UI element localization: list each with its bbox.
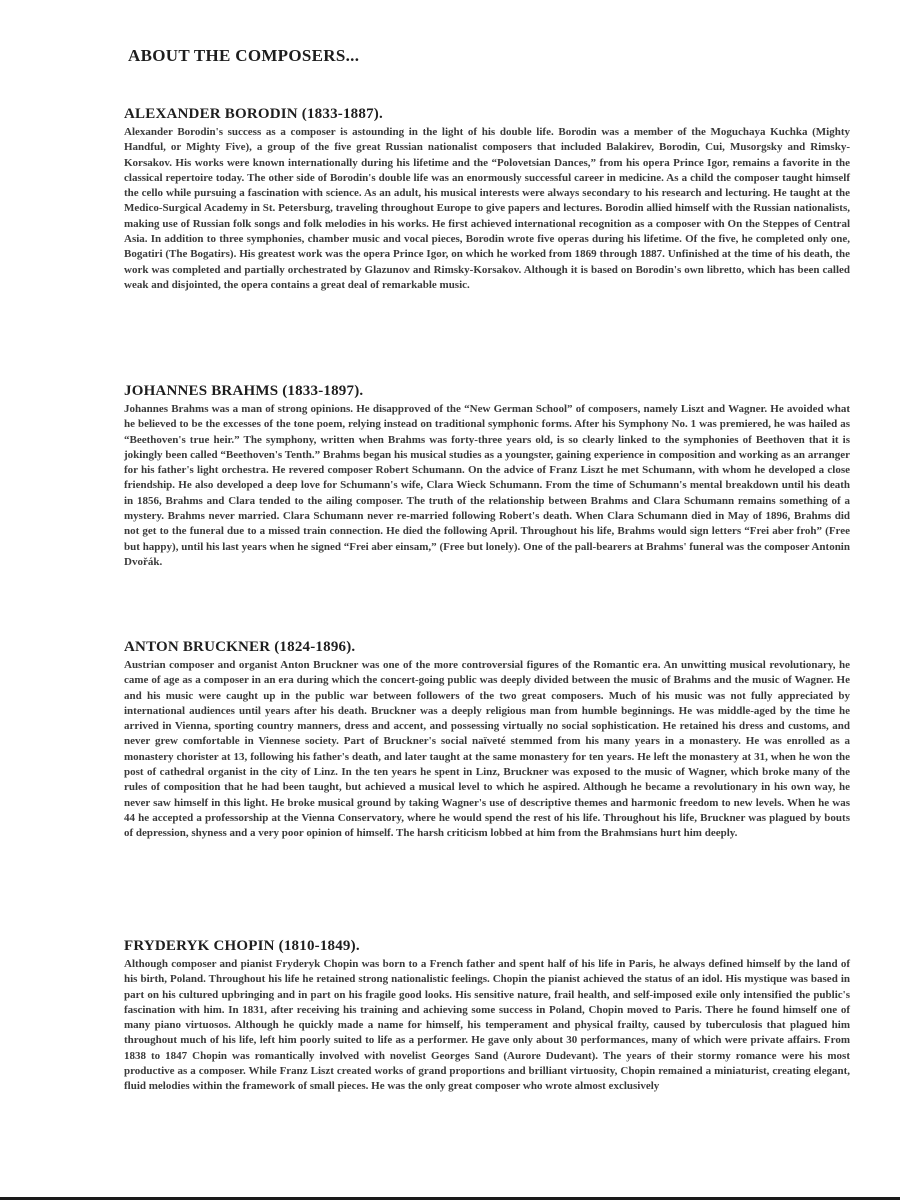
composer-section-chopin [124, 936, 850, 1095]
section-heading: ANTON BRUCKNER (1824-1896). [124, 639, 356, 655]
composer-section-borodin [124, 104, 850, 293]
section-body: Austrian composer and organist Anton Bruckner was one of the more controversial figures of the Romantic era. An unwitting musical revolutionary, he came of age as a composer in an era during which the concert-going public was deeply divided between the music of Brahms and the music of Wagner. He and his music were caught up in the public war between followers of the two great composers. Much of his music was not fully appreciated by international audiences until years after his death. Bruckner was a deeply religious man from humble beginnings. He was middle-aged by the time he arrived in Vienna, sporting country manners, dress and accent, and possessing virtually no social sophistication. He retained his dress and customs, and never grew comfortable in Viennese society. Part of Bruckner's social naïveté stemmed from his many years in a monastery. He was enrolled as a monastery chorister at 13, following his father's death, and later taught at the same monastery for ten years. He left the monastery at 31, when he won the post of cathedral organist in the city of Linz. In the ten years he spent in Linz, Bruckner was exposed to the music of Wagner, which broke many of the rules of composition that he had been taught, but achieved a musical level to which he aspired. Although he became a revolutionary in his own way, he never saw himself in this light. He broke musical ground by taking Wagner's use of descriptive themes and harmonic freedom to new levels. When he was 44 he accepted a professorship at the Vienna Conservatory, where he would spend the rest of his life. Throughout his life, Bruckner was plagued by bouts of depression, shyness and a very poor opinion of himself. The harsh criticism lobbed at him from the Brahmsians hurt him deeply. [124, 659, 850, 840]
composer-section-bruckner [124, 637, 850, 842]
section-heading: FRYDERYK CHOPIN (1810-1849). [124, 938, 360, 954]
composer-section-brahms [124, 381, 850, 570]
section-body: Although composer and pianist Fryderyk Chopin was born to a French father and spent half of his life in Paris, he always defined himself by the land of his birth, Poland. Throughout his life he retained strong nationalistic feelings. Chopin the pianist achieved the status of an idol. His mystique was based in part on his cultured upbringing and in part on his fragile good looks. His sensitive nature, frail health, and self-imposed exile only intensified the public's fascination with him. In 1831, after receiving his training and achieving some success in Poland, Chopin moved to Paris. There he found himself one of many piano virtuosos. Although he quickly made a name for himself, his temperament and physical frailty, caused by tuberculosis that plagued him throughout much of his life, left him poorly suited to life as a performer. He gave only about 30 performances, many of which were private affairs. From 1838 to 1847 Chopin was romantically involved with novelist Georges Sand (Aurore Dudevant). The years of their stormy romance were his most productive as a composer. While Franz Liszt created works of grand proportions and brilliant virtuosity, Chopin remained a miniaturist, creating elegant, fluid melodies within the framework of small pieces. He was the only great composer who wrote almost exclusively [124, 958, 850, 1093]
section-body: Johannes Brahms was a man of strong opinions. He disapproved of the “New German School” of composers, namely Liszt and Wagner. He avoided what he believed to be the excesses of the tone poem, relying instead on traditional symphonic forms. After his Symphony No. 1 was premiered, he was hailed as “Beethoven's true heir.” The symphony, written when Brahms was forty-three years old, is so clearly linked to the symphonies of Beethoven that it is jokingly been called “Beethoven's Tenth.” Brahms began his musical studies as a youngster, gaining experience in composition and working as an arranger for his father's light orchestra. He revered composer Robert Schumann. On the advice of Franz Liszt he met Schumann, with whom he developed a close friendship. He also developed a deep love for Schumann's wife, Clara Wieck Schumann. From the time of Schumann's mental breakdown until his death in 1856, Brahms and Clara tended to the ailing composer. The truth of the relationship between Brahms and Clara Schumann remains something of a mystery. Brahms never married. Clara Schumann never re-married following Robert's death. When Clara Schumann died in May of 1896, Brahms did not get to the funeral due to a missed train connection. He died the following April. Throughout his life, Brahms would sign letters “Frei aber froh” (Free but happy), until his last years when he signed “Frei aber einsam,” (Free but lonely). One of the pall-bearers at Brahms' funeral was the composer Antonin Dvořák. [124, 403, 850, 568]
page-title: ABOUT THE COMPOSERS... [128, 46, 360, 65]
section-heading: ALEXANDER BORODIN (1833-1887). [124, 106, 383, 122]
section-heading: JOHANNES BRAHMS (1833-1897). [124, 383, 364, 399]
section-body: Alexander Borodin's success as a composer is astounding in the light of his double life. Borodin was a member of the Moguchaya Kuchka (Mighty Handful, or Mighty Five), a group of the five great Russian nationalist composers that included Balakirev, Borodin, Cui, Musorgsky and Rimsky-Korsakov. His works were known internationally during his lifetime and the “Polovetsian Dances,” from his opera Prince Igor, remains a favorite in the classical repertoire today. The other side of Borodin's double life was an enormously successful career in medicine. As a child the composer taught himself the cello while pursuing a fascination with science. As an adult, his musical interests were always secondary to his research and lecturing. He taught at the Medico-Surgical Academy in St. Petersburg, traveling throughout Europe to give papers and lectures. Borodin allied himself with the Russian nationalists, making use of Russian folk songs and folk melodies in his works. He first achieved international recognition as a composer with On the Steppes of Central Asia. In addition to three symphonies, chamber music and vocal pieces, Borodin wrote five operas during his lifetime. Of the five, he completed only one, Bogatiri (The Bogatirs). His greatest work was the opera Prince Igor, on which he worked from 1869 through 1887. Unfinished at the time of his death, the work was completed and partially orchestrated by Glazunov and Rimsky-Korsakov. Although it is based on Borodin's own libretto, which has been called weak and disjointed, the opera contains a great deal of remarkable music. [124, 126, 850, 291]
